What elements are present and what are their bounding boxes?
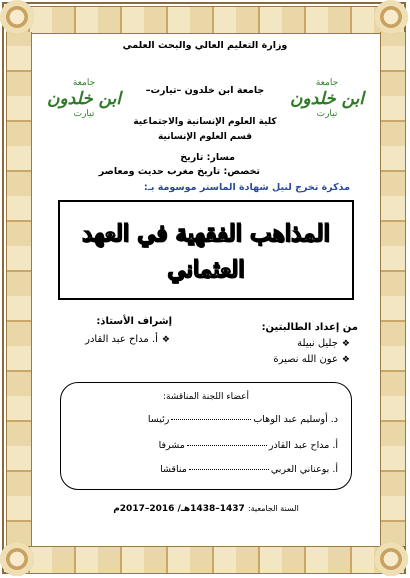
bullet-icon: ❖ <box>341 355 350 365</box>
faculty-name: كلية العلوم الإنسانية والاجتماعية <box>133 117 277 127</box>
committee-member <box>148 414 338 425</box>
bullet-icon: ❖ <box>341 339 350 349</box>
specialty-label: تخصص: تاريخ مغرب حديث ومعاصر <box>98 166 260 177</box>
scroll-corner-top-left <box>0 0 34 34</box>
committee-member <box>160 464 338 475</box>
scroll-corner-bottom-right <box>374 542 408 576</box>
dotted-leader <box>189 469 269 470</box>
memo-caption: مذكرة تخرج لنيل شهادة الماستر موسومة بـ: <box>143 182 350 193</box>
scroll-border-left <box>6 32 32 546</box>
thesis-title-box <box>58 200 354 300</box>
thesis-title-line-1: المذاهب الفقهية في العهد <box>82 220 330 247</box>
member-name: د. أوسليم عبد الوهاب <box>253 414 338 425</box>
dotted-leader <box>187 445 267 446</box>
committee-title: أعضاء اللجنة المناقشة: <box>162 392 250 402</box>
scroll-corner-top-right <box>374 0 408 34</box>
dotted-leader <box>171 419 251 420</box>
logo-line-3: تيارت <box>73 109 95 119</box>
academic-year-label: السنة الجامعية: <box>247 504 299 513</box>
academic-year <box>60 504 352 514</box>
university-logo-right <box>288 78 366 130</box>
ministry-name: وزارة التعليم العالي والبحث العلمي <box>122 40 288 51</box>
member-role: مناقشا <box>160 464 187 475</box>
logo-line-1: جامعة <box>72 78 96 88</box>
scroll-border-top <box>6 6 404 34</box>
logo-line-1: جامعة <box>315 78 339 88</box>
university-name: جامعة ابن خلدون –تيارت– <box>145 85 265 96</box>
logo-line-2: ابن خلدون <box>46 89 122 109</box>
thesis-title-line-2: العثماني <box>167 256 245 283</box>
track-label: مسار: تاريخ <box>180 152 235 163</box>
logo-line-2: ابن خلدون <box>289 89 365 109</box>
student-name <box>297 338 350 349</box>
scroll-border-bottom <box>6 546 404 574</box>
university-logo-left <box>45 78 123 130</box>
bullet-icon: ❖ <box>161 335 170 345</box>
member-name: أ. بوعناني العربي <box>270 464 338 475</box>
supervisor-name <box>85 334 170 345</box>
member-role: رئيسا <box>147 414 170 425</box>
logo-line-3: تيارت <box>316 109 338 119</box>
department-name: قسم العلوم الإنسانية <box>157 132 253 142</box>
academic-year-value: 1437–1438هـ/ 2016–2017م <box>113 504 245 514</box>
student-name-text: جليل نبيلة <box>297 338 338 349</box>
member-role: مشرفا <box>158 440 185 451</box>
supervisor-label: إشراف الأستاذ: <box>96 316 172 327</box>
student-name-text: عون الله نصيرة <box>273 354 338 365</box>
student-name <box>273 354 350 365</box>
supervisor-name-text: أ. مداح عبد القادر <box>85 334 158 345</box>
committee-member <box>159 440 338 451</box>
member-name: أ. مداح عبد القادر <box>268 440 338 451</box>
scroll-corner-bottom-left <box>0 542 34 576</box>
scroll-border-right <box>380 32 406 546</box>
students-label: من إعداد الطالبتين: <box>261 322 358 333</box>
